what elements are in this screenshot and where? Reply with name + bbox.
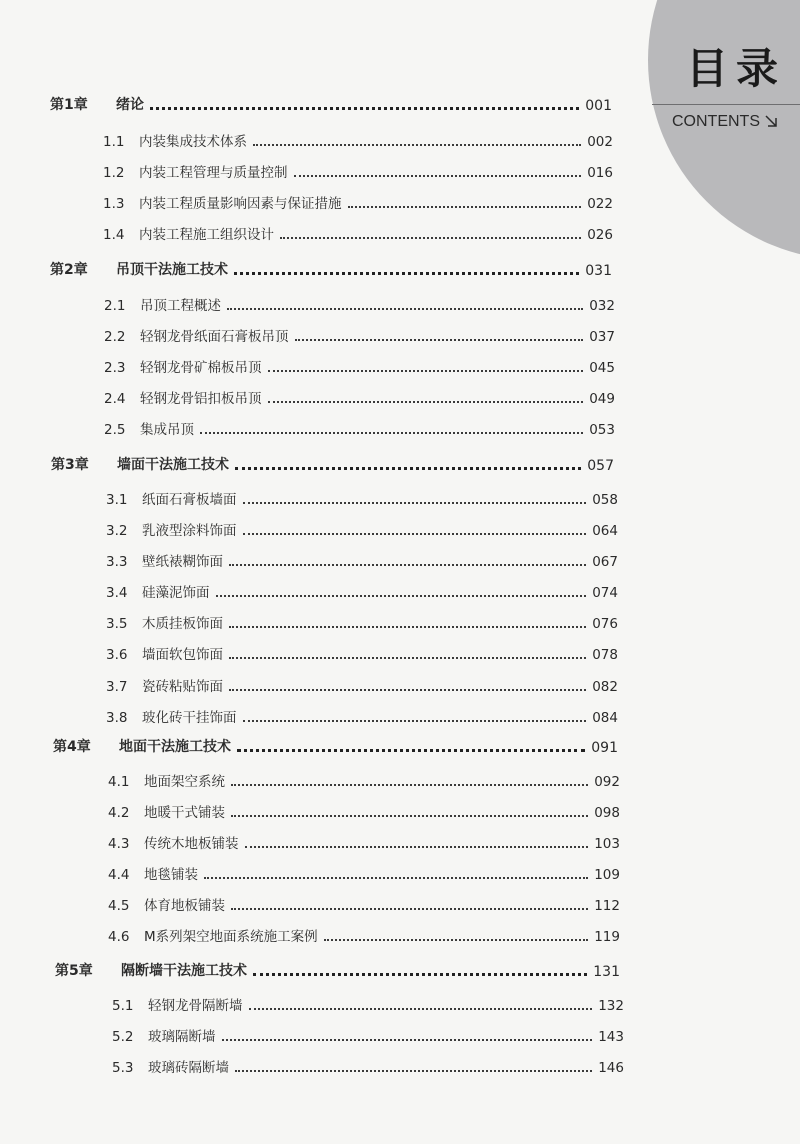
section-number: 5.2 — [112, 1029, 134, 1045]
section-number: 4.4 — [108, 867, 130, 883]
dot-leader — [216, 595, 587, 597]
dot-leader — [243, 720, 587, 722]
section-title: 瓷砖粘贴饰面 — [142, 679, 223, 695]
section-number: 2.5 — [104, 422, 126, 438]
section-title: 玻璃隔断墙 — [148, 1029, 216, 1045]
section-number: 3.1 — [106, 492, 128, 508]
section-title: 轻钢龙骨纸面石膏板吊顶 — [140, 329, 289, 345]
section-title: 乳液型涂料饰面 — [142, 523, 237, 539]
section-entry[interactable] — [108, 894, 620, 914]
section-entry[interactable] — [106, 550, 618, 570]
page-number: 026 — [587, 227, 613, 243]
page-number: 032 — [589, 298, 615, 314]
section-number: 3.4 — [106, 585, 128, 601]
chapter-entry[interactable] — [50, 259, 612, 279]
section-number: 3.3 — [106, 554, 128, 570]
section-number: 1.4 — [103, 227, 125, 243]
chapter-title: 隔断墙干法施工技术 — [121, 963, 247, 979]
dot-leader — [245, 846, 589, 848]
contents-subtitle — [672, 113, 777, 131]
section-title: 集成吊顶 — [140, 422, 194, 438]
header-divider — [652, 104, 800, 105]
dot-leader — [235, 467, 581, 470]
chapter-number: 第3章 — [51, 457, 89, 473]
section-number: 1.3 — [103, 196, 125, 212]
page-number: 058 — [592, 492, 618, 508]
section-title: M系列架空地面系统施工案例 — [144, 929, 318, 945]
chapter-entry[interactable] — [53, 736, 618, 756]
section-entry[interactable] — [104, 418, 615, 438]
page-number: 146 — [598, 1060, 624, 1076]
chapter-entry[interactable] — [51, 454, 614, 474]
section-title: 地毯铺装 — [144, 867, 198, 883]
section-entry[interactable] — [104, 356, 615, 376]
section-entry[interactable] — [106, 519, 618, 539]
page-number: 001 — [585, 98, 612, 114]
section-number: 4.3 — [108, 836, 130, 852]
section-entry[interactable] — [108, 801, 620, 821]
page-number: 109 — [594, 867, 620, 883]
page-number: 082 — [592, 679, 618, 695]
section-number: 3.6 — [106, 647, 128, 663]
dot-leader — [229, 626, 586, 628]
dot-leader — [295, 339, 584, 341]
dot-leader — [249, 1008, 593, 1010]
section-entry[interactable] — [108, 925, 620, 945]
chapter-title: 墙面干法施工技术 — [117, 457, 229, 473]
dot-leader — [227, 308, 583, 310]
chapter-number: 第2章 — [50, 262, 88, 278]
dot-leader — [253, 144, 581, 146]
page-number: 031 — [585, 263, 612, 279]
page-number: 064 — [592, 523, 618, 539]
dot-leader — [229, 564, 586, 566]
page-number: 045 — [589, 360, 615, 376]
section-entry[interactable] — [103, 130, 613, 150]
section-number: 3.8 — [106, 710, 128, 726]
dot-leader — [268, 401, 584, 403]
chapter-number: 第5章 — [55, 963, 93, 979]
section-entry[interactable] — [106, 488, 618, 508]
section-entry[interactable] — [112, 994, 624, 1014]
dot-leader — [200, 432, 583, 434]
dot-leader — [348, 206, 582, 208]
page-number: 053 — [589, 422, 615, 438]
page-number: 076 — [592, 616, 618, 632]
dot-leader — [231, 815, 588, 817]
section-title: 体育地板铺装 — [144, 898, 225, 914]
page-number: 002 — [587, 134, 613, 150]
page-number: 112 — [594, 898, 620, 914]
chapter-title: 吊顶干法施工技术 — [116, 262, 228, 278]
section-number: 5.1 — [112, 998, 134, 1014]
page-number: 067 — [592, 554, 618, 570]
section-title: 吊顶工程概述 — [140, 298, 221, 314]
section-entry[interactable] — [112, 1025, 624, 1045]
page-number: 016 — [587, 165, 613, 181]
dot-leader — [253, 973, 587, 976]
dot-leader — [280, 237, 581, 239]
section-entry[interactable] — [103, 192, 613, 212]
page-title: 目录 — [686, 44, 787, 93]
contents-label: CONTENTS — [672, 113, 760, 130]
section-title: 地面架空系统 — [144, 774, 225, 790]
page-number: 078 — [592, 647, 618, 663]
section-entry[interactable] — [106, 581, 618, 601]
section-title: 内装工程施工组织设计 — [139, 227, 274, 243]
section-entry[interactable] — [112, 1056, 624, 1076]
dot-leader — [150, 107, 579, 110]
section-number: 4.2 — [108, 805, 130, 821]
section-title: 内装集成技术体系 — [139, 134, 247, 150]
section-title: 墙面软包饰面 — [142, 647, 223, 663]
dot-leader — [229, 657, 586, 659]
section-number: 5.3 — [112, 1060, 134, 1076]
page-number: 037 — [589, 329, 615, 345]
section-entry[interactable] — [108, 863, 620, 883]
section-title: 内装工程管理与质量控制 — [139, 165, 288, 181]
dot-leader — [243, 502, 587, 504]
page-number: 132 — [598, 998, 624, 1014]
section-title: 玻化砖干挂饰面 — [142, 710, 237, 726]
dot-leader — [204, 877, 588, 879]
page-number: 084 — [592, 710, 618, 726]
page-number: 131 — [593, 964, 620, 980]
page-number: 074 — [592, 585, 618, 601]
section-number: 4.5 — [108, 898, 130, 914]
section-number: 1.2 — [103, 165, 125, 181]
dot-leader — [268, 370, 584, 372]
section-title: 传统木地板铺装 — [144, 836, 239, 852]
chapter-entry[interactable] — [50, 94, 612, 114]
section-number: 3.5 — [106, 616, 128, 632]
arrow-down-right-icon — [765, 115, 777, 127]
chapter-title: 绪论 — [116, 97, 144, 113]
section-number: 3.7 — [106, 679, 128, 695]
section-entry[interactable] — [108, 832, 620, 852]
section-entry[interactable] — [106, 643, 618, 663]
section-title: 硅藻泥饰面 — [142, 585, 210, 601]
section-entry[interactable] — [104, 294, 615, 314]
section-number: 3.2 — [106, 523, 128, 539]
section-title: 木质挂板饰面 — [142, 616, 223, 632]
dot-leader — [243, 533, 587, 535]
dot-leader — [231, 784, 588, 786]
dot-leader — [235, 1070, 592, 1072]
dot-leader — [294, 175, 582, 177]
section-entry[interactable] — [104, 387, 615, 407]
page-number: 119 — [594, 929, 620, 945]
section-entry[interactable] — [106, 612, 618, 632]
page-number: 103 — [594, 836, 620, 852]
section-title: 轻钢龙骨铝扣板吊顶 — [140, 391, 262, 407]
chapter-number: 第4章 — [53, 739, 91, 755]
page-number: 049 — [589, 391, 615, 407]
chapter-number: 第1章 — [50, 97, 88, 113]
section-title: 轻钢龙骨矿棉板吊顶 — [140, 360, 262, 376]
section-title: 壁纸裱糊饰面 — [142, 554, 223, 570]
chapter-title: 地面干法施工技术 — [119, 739, 231, 755]
section-entry[interactable] — [106, 675, 618, 695]
section-number: 4.1 — [108, 774, 130, 790]
section-entry[interactable] — [103, 161, 613, 181]
section-number: 4.6 — [108, 929, 130, 945]
section-title: 地暖干式铺装 — [144, 805, 225, 821]
section-number: 2.2 — [104, 329, 126, 345]
page-number: 098 — [594, 805, 620, 821]
dot-leader — [324, 939, 589, 941]
section-number: 2.4 — [104, 391, 126, 407]
page-number: 143 — [598, 1029, 624, 1045]
dot-leader — [231, 908, 588, 910]
page-number: 092 — [594, 774, 620, 790]
chapter-entry[interactable] — [55, 960, 620, 980]
section-title: 玻璃砖隔断墙 — [148, 1060, 229, 1076]
page-number: 022 — [587, 196, 613, 212]
dot-leader — [237, 749, 585, 752]
section-title: 纸面石膏板墙面 — [142, 492, 237, 508]
section-entry[interactable] — [108, 770, 620, 790]
section-number: 1.1 — [103, 134, 125, 150]
section-title: 内装工程质量影响因素与保证措施 — [139, 196, 342, 212]
section-entry[interactable] — [103, 223, 613, 243]
dot-leader — [234, 272, 579, 275]
page-number: 091 — [591, 740, 618, 756]
section-entry[interactable] — [104, 325, 615, 345]
section-entry[interactable] — [106, 706, 618, 726]
page-number: 057 — [587, 458, 614, 474]
section-number: 2.1 — [104, 298, 126, 314]
section-title: 轻钢龙骨隔断墙 — [148, 998, 243, 1014]
dot-leader — [229, 689, 586, 691]
dot-leader — [222, 1039, 593, 1041]
section-number: 2.3 — [104, 360, 126, 376]
